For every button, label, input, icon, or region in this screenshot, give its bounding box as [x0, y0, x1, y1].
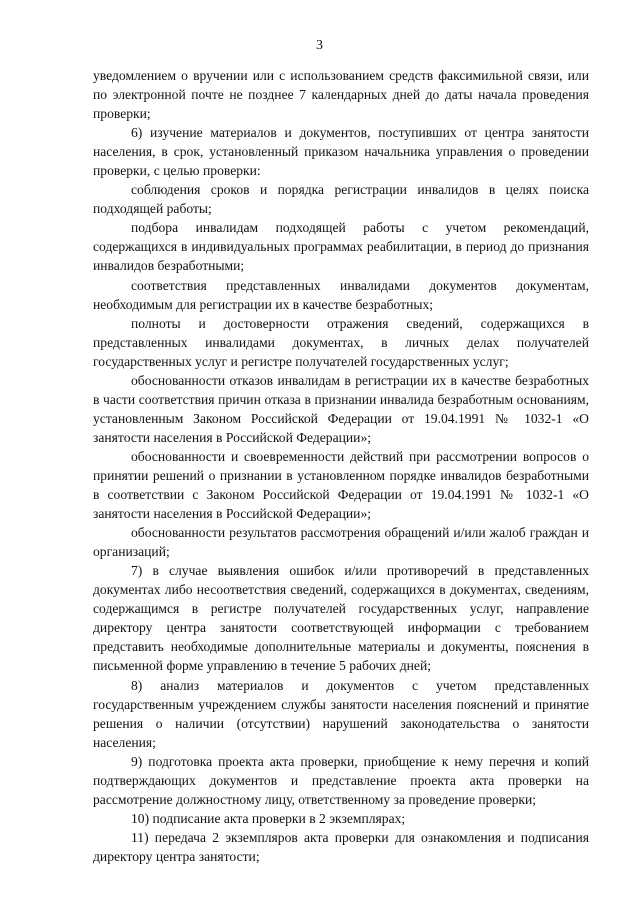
paragraph-check-complaints: обоснованности результатов рассмотрения обращений и/или жалоб граждан и организаций;	[93, 525, 589, 560]
paragraph-item-8: 8) анализ материалов и документов с учетом представленных государственным учреждением службы занятости населения пояснений и принятие решения о наличии (отсутствии) нарушений законодательства о занятости населения;	[93, 677, 589, 750]
paragraph-item-6: 6) изучение материалов и документов, поступивших от центра занятости населения, в срок, установленный приказом начальника управления о проведении проверки, с целью проверки:	[93, 125, 589, 179]
paragraph-item-9: 9) подготовка проекта акта проверки, приобщение к нему перечня и копий подтверждающих документов и представление проекта акта проверки на рассмотрение должностному лицу, ответственному за проведение проверки;	[93, 753, 589, 807]
paragraph-check-job-selection: подбора инвалидам подходящей работы с учетом рекомендаций, содержащихся в индивидуальных программах реабилитации, в период до признания инвалидов безработными;	[93, 220, 589, 274]
paragraph-check-timeliness: обоснованности и своевременности действий при рассмотрении вопросов о принятии решений о признании в установленном порядке инвалидов безработными в соответствии с Законом Российской Федерации от 19.04.1991 № 1032-1 «О занятости населения в Российской Федерации»;	[93, 448, 589, 522]
paragraph-check-registration-deadlines: соблюдения сроков и порядка регистрации инвалидов в целях поиска подходящей работы;	[93, 182, 589, 217]
paragraph-check-refusals: обоснованности отказов инвалидам в регистрации их в качестве безработных в части соответствия причин отказа в признании инвалида безработным основаниям, установленным Законом Российской Федерации от 19.04.1991 № 1032-1 «О занятости населения в Российской Федерации»;	[93, 372, 589, 445]
paragraph-check-document-conformity: соответствия представленных инвалидами документов документам, необходимым для регистрации их в качестве безработных;	[93, 277, 589, 312]
paragraph-continuation: уведомлением о вручении или с использованием средств факсимильной связи, или по электронной почте не позднее 7 календарных дней до даты начала проведения проверки;	[93, 68, 589, 122]
paragraph-item-7: 7) в случае выявления ошибок и/или противоречий в представленных документах либо несоответствия сведений, содержащихся в документах, сведениям, содержащимся в регистре получателей государственных услуг, направление директору центра занятости соответствующей информации с требованием представить необходимые дополнительные материалы и документы, пояснения в письменной форме управлению в течение 5 рабочих дней;	[93, 563, 589, 674]
page-number: 3	[316, 38, 323, 53]
paragraph-check-completeness: полноты и достоверности отражения сведений, содержащихся в представленных инвалидами документах, в личных делах получателей государственных услуг и регистре получателей государственных услуг;	[93, 315, 589, 369]
paragraph-item-11: 11) передача 2 экземпляров акта проверки для ознакомления и подписания директору центра занятости;	[93, 829, 589, 864]
paragraph-item-10: 10) подписание акта проверки в 2 экземплярах;	[131, 810, 406, 826]
document-body	[93, 66, 589, 866]
